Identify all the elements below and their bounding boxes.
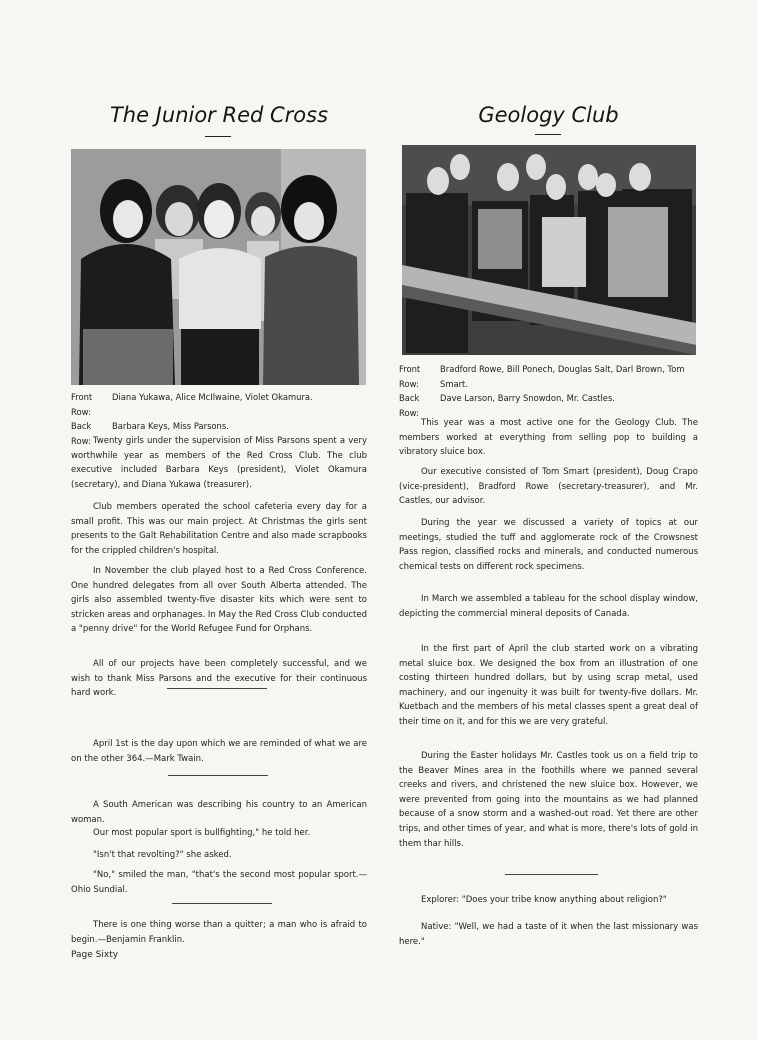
red-cross-paragraph-3: In November the club played host to a Red Cross Conference. One hundred delegates from all over South Alberta attended. The girls also assembled twenty-five disaster kits which were sent to stricken areas and orphanages. In May the Red Cross Club conducted a "penny drive" for the World Refugee Fund for Orphans. [71, 566, 367, 635]
caption-front-names: Diana Yukawa, Alice McIlwaine, Violet Okamura. [112, 392, 313, 402]
geology-paragraph-6: During the Easter holidays Mr. Castles took us on a field trip to the Beaver Mines area in the foothills where we panned several creeks and rivers, and christened the new sluice box. However, we were prevented from going into the mountains as we had planned because of a snow storm and a washed-out road. Yet there are other trips, and other times of year, and what is more, there's lots of gold in them thar hills. [399, 751, 698, 849]
geology-paragraph-5: In the first part of April the club started work on a vibrating metal sluice box. We designed the box from an illustration of one costing thirteen hundred dollars, but by using scrap metal, used machinery, and our ingenuity it was built for twenty-five dollars. Mr. Kuetbach and the members of his metal classes spent a great deal of their time on it, and for this we are very grateful. [399, 644, 698, 727]
geology-caption [399, 362, 698, 420]
mark-twain-quote: April 1st is the day upon which we are reminded of what we are on the other 364.—Mark Twain. [71, 739, 367, 764]
divider [167, 688, 267, 689]
native-joke: Native: "Well, we had a taste of it when the last missionary was here." [399, 922, 698, 947]
geology-paragraph-1: This year was a most active one for the Geology Club. The members worked at everything from selling pop to building a vibratory sluice box. [399, 418, 698, 458]
caption-front-label: Front Row: [71, 392, 93, 417]
joke-line-4: "No," smiled the man, "that's the second most popular sport.—Ohio Sundial. [71, 870, 367, 895]
divider [168, 775, 268, 776]
page-number: Page Sixty [71, 950, 119, 960]
geology-club-photo [402, 145, 696, 355]
geology-paragraph-3: During the year we discussed a variety of topics at our meetings, studied the tuff and agglomerate rock of the Crowsnest Pass region, classified rocks and minerals, and conducted numerous chemical tests on different rock specimens. [399, 518, 698, 572]
caption-back-names: Dave Larson, Barry Snowdon, Mr. Castles. [440, 393, 615, 403]
geology-paragraph-4: In March we assembled a tableau for the school display window, depicting the commercial mineral deposits of Canada. [399, 594, 698, 619]
red-cross-paragraph-4: All of our projects have been completely successful, and we wish to thank Miss Parsons and the executive for their continuous hard work. [71, 659, 367, 699]
divider [505, 874, 598, 875]
joke-line-1: A South American was describing his country to an American woman. [71, 800, 367, 825]
junior-red-cross-title: The Junior Red Cross [109, 103, 329, 127]
junior-red-cross-photo [71, 149, 366, 385]
caption-back-names: Barbara Keys, Miss Parsons. [112, 421, 229, 431]
caption-back-label: Back Row: [399, 393, 420, 418]
divider [172, 903, 272, 904]
red-cross-paragraph-1: Twenty girls under the supervision of Miss Parsons spent a very worthwhile year as members of the Red Cross Club. The club executive included Barbara Keys (president), Violet Okamura (secretary), and Diana Yukawa (treasurer). [71, 436, 367, 490]
joke-line-2: Our most popular sport is bullfighting," he told her. [93, 828, 311, 838]
title-underline [205, 136, 231, 137]
title-underline [535, 134, 561, 135]
caption-front-names: Bradford Rowe, Bill Ponech, Douglas Salt, Darl Brown, Tom Smart. [440, 364, 685, 389]
joke-line-3: "Isn't that revolting?" she asked. [93, 850, 232, 860]
franklin-quote: There is one thing worse than a quitter; a man who is afraid to begin.—Benjamin Franklin. [71, 920, 367, 945]
geology-club-title: Geology Club [478, 103, 619, 127]
geology-paragraph-2: Our executive consisted of Tom Smart (president), Doug Crapo (vice-president), Bradford Rowe (secretary-treasurer), and Mr. Castles, our advisor. [399, 467, 698, 507]
caption-back-label: Back Row: [71, 421, 92, 446]
caption-front-label: Front Row: [399, 364, 421, 389]
explorer-joke: Explorer: "Does your tribe know anything about religion?" [421, 895, 667, 905]
red-cross-paragraph-2: Club members operated the school cafeteria every day for a small profit. This was our main project. At Christmas the girls sent presents to the Galt Rehabilitation Centre and also made scrapbooks for the crippled children's hospital. [71, 502, 367, 556]
